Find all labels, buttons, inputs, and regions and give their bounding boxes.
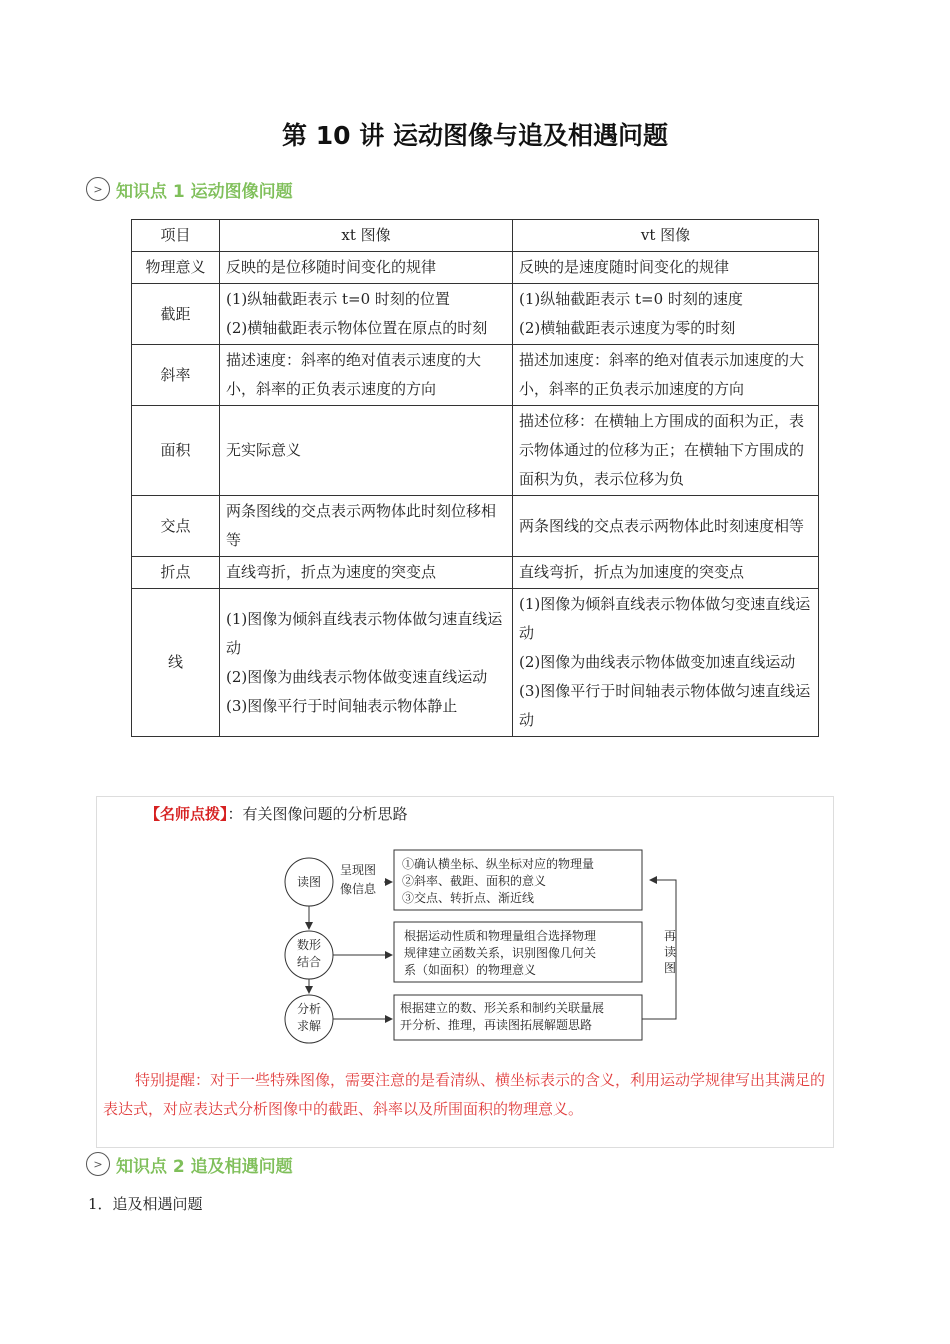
analysis-flowchart: [280, 845, 690, 1045]
arrow-circle-icon: >: [86, 177, 110, 201]
special-reminder: 特别提醒：对于一些特殊图像，需要注意的是看清纵、横坐标表示的含义，利用运动学规律写出其满足的表达式，对应表达式分析图像中的截距、斜率以及所围面积的物理意义。: [103, 1071, 826, 1118]
table-header-cell: 项目: [132, 220, 220, 252]
table-cell-xt: (1)图像为倾斜直线表示物体做匀速直线运动 (2)图像为曲线表示物体做变速直线运动 (3)图像平行于时间轴表示物体静止: [220, 589, 513, 737]
tip-text: ：有关图像问题的分析思路: [227, 805, 408, 823]
flow-box-2-line: 根据运动性质和物理量组合选择物理: [404, 929, 597, 943]
flow-node-label: 分析: [296, 1002, 322, 1016]
flow-box-1-line: ③交点、转折点、渐近线: [402, 891, 535, 905]
flow-box-3-line: 根据建立的数、形关系和制约关联量展: [400, 1001, 605, 1015]
page-title: 第 10 讲 运动图像与追及相遇问题: [282, 121, 668, 150]
flow-node-label: 数形: [296, 938, 322, 952]
tip-heading: [145, 803, 408, 824]
table-cell-item: 面积: [132, 406, 220, 496]
table-header-cell: xt 图像: [220, 220, 513, 252]
table-cell-xt: 描述速度：斜率的绝对值表示速度的大小，斜率的正负表示速度的方向: [220, 345, 513, 406]
section-heading-1: [86, 176, 293, 202]
flow-reread-char: 再: [664, 929, 677, 943]
table-row: [132, 557, 819, 589]
table-cell-item: 折点: [132, 557, 220, 589]
table-cell-item: 线: [132, 589, 220, 737]
list-item: 1．追及相遇问题: [88, 1195, 203, 1213]
flow-node-label: 求解: [296, 1019, 322, 1033]
section-label: 知识点 1 运动图像问题: [116, 181, 293, 202]
table-row: [132, 496, 819, 557]
table-cell-xt: 两条图线的交点表示两物体此时刻位移相等: [220, 496, 513, 557]
flow-reread-char: 图: [664, 961, 677, 975]
section-label: 知识点 2 追及相遇问题: [116, 1156, 293, 1177]
table-cell-vt: 反映的是速度随时间变化的规律: [513, 252, 819, 284]
flow-node-label: 结合: [296, 955, 322, 969]
table-row: [132, 252, 819, 284]
table-cell-item: 交点: [132, 496, 220, 557]
knowledge-table: [131, 219, 819, 737]
table-header-row: [132, 220, 819, 252]
table-cell-xt: (1)纵轴截距表示 t=0 时刻的位置 (2)横轴截距表示物体位置在原点的时刻: [220, 284, 513, 345]
table-row: [132, 284, 819, 345]
table-cell-item: 斜率: [132, 345, 220, 406]
table-row: [132, 345, 819, 406]
table-cell-item: 物理意义: [132, 252, 220, 284]
table-row: [132, 406, 819, 496]
table-row: [132, 589, 819, 737]
arrow-circle-icon: >: [86, 1152, 110, 1176]
flow-side-label: 像信息: [340, 882, 377, 896]
table-cell-vt: 描述位移：在横轴上方围成的面积为正，表示物体通过的位移为正；在横轴下方围成的面积为负，表示位移为负: [513, 406, 819, 496]
flow-box-1-line: ①确认横坐标、纵坐标对应的物理量: [402, 857, 595, 871]
table-cell-xt: 反映的是位移随时间变化的规律: [220, 252, 513, 284]
table-cell-vt: 描述加速度：斜率的绝对值表示加速度的大小，斜率的正负表示加速度的方向: [513, 345, 819, 406]
flow-box-1-line: ②斜率、截距、面积的意义: [402, 874, 547, 888]
flow-side-label: 呈现图: [340, 863, 377, 877]
flow-node-label: 读图: [296, 875, 322, 889]
table-cell-xt: 无实际意义: [220, 406, 513, 496]
table-cell-vt: (1)图像为倾斜直线表示物体做匀变速直线运动 (2)图像为曲线表示物体做变加速直线运动 (3)图像平行于时间轴表示物体做匀速直线运动: [513, 589, 819, 737]
table-cell-vt: (1)纵轴截距表示 t=0 时刻的速度 (2)横轴截距表示速度为零的时刻: [513, 284, 819, 345]
tip-label: 【名师点拨】: [145, 805, 228, 823]
table-cell-item: 截距: [132, 284, 220, 345]
table-cell-vt: 两条图线的交点表示两物体此时刻速度相等: [513, 496, 819, 557]
table-cell-xt: 直线弯折，折点为速度的突变点: [220, 557, 513, 589]
table-header-cell: vt 图像: [513, 220, 819, 252]
section-heading-2: [86, 1151, 293, 1177]
table-cell-vt: 直线弯折，折点为加速度的突变点: [513, 557, 819, 589]
flow-box-3-line: 开分析、推理，再读图拓展解题思路: [400, 1018, 593, 1032]
flow-box-2-line: 系（如面积）的物理意义: [404, 963, 537, 977]
flow-reread-char: 读: [664, 945, 677, 959]
flow-box-2-line: 规律建立函数关系，识别图像几何关: [404, 946, 597, 960]
